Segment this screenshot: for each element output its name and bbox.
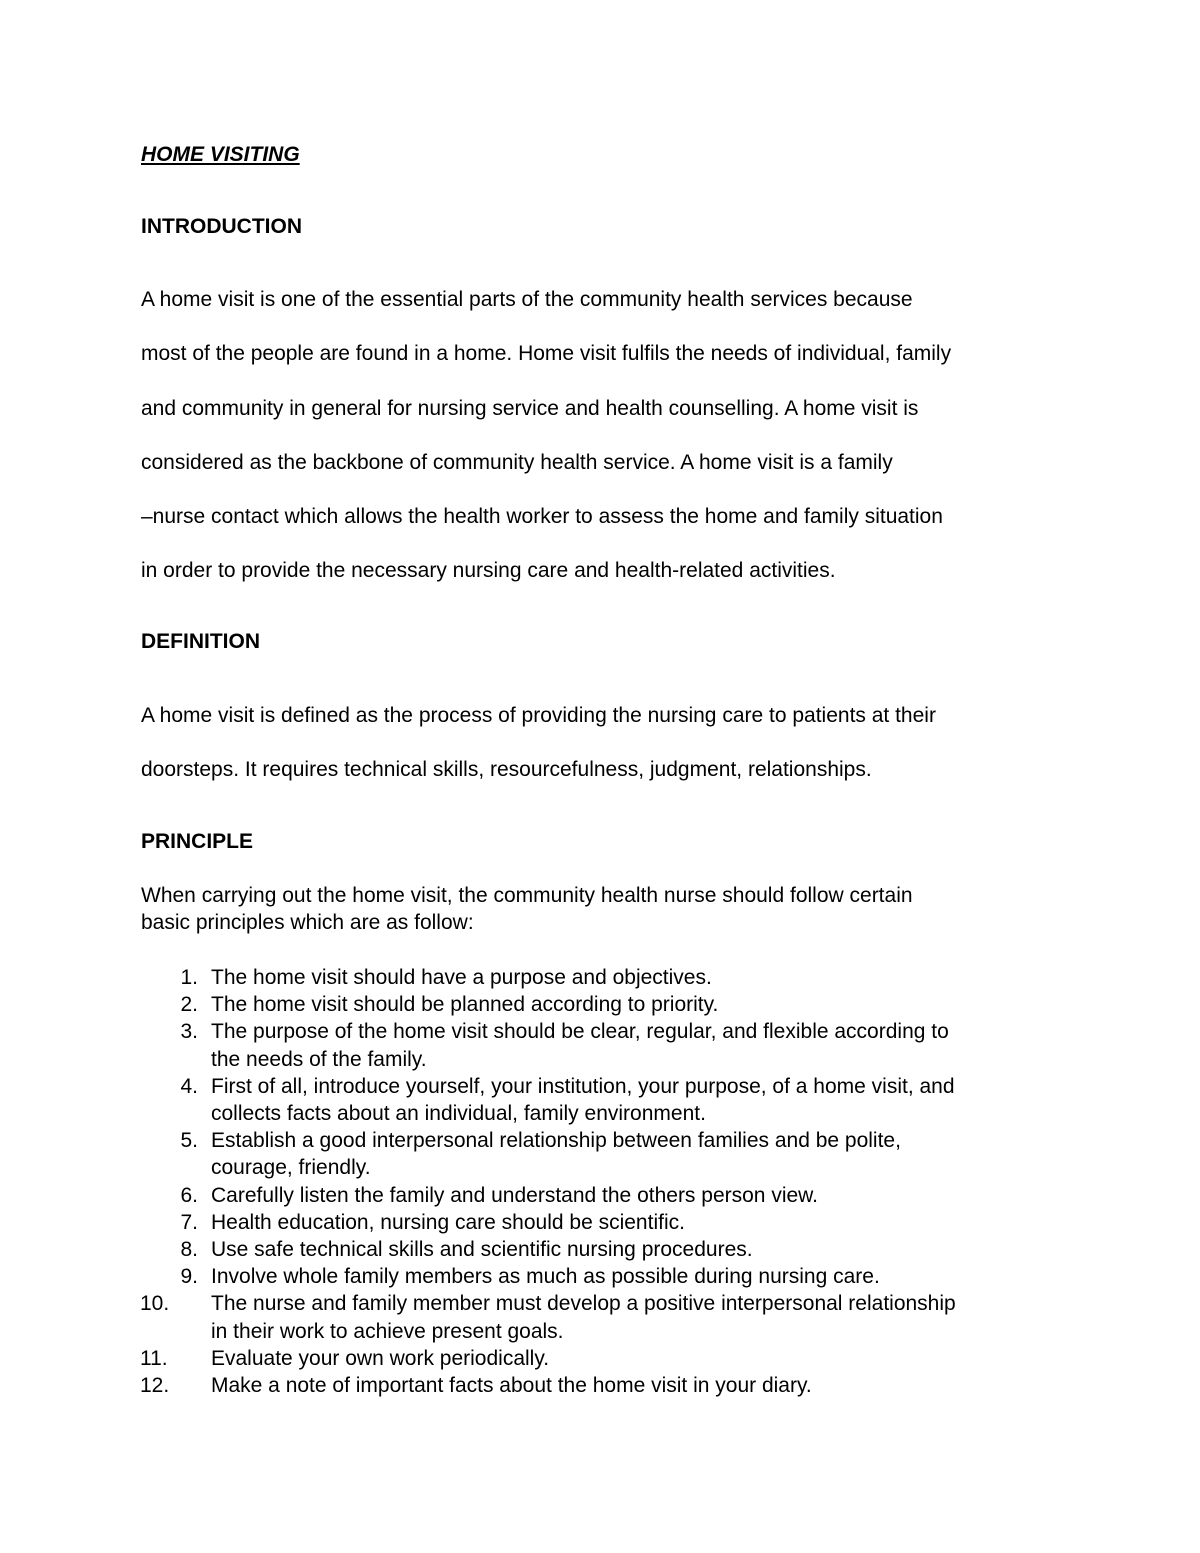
list-item	[141, 1263, 956, 1290]
list-item-number: 4.	[180, 1074, 198, 1098]
list-item-text: Health education, nursing care should be scientific.	[211, 1210, 685, 1234]
list-item-text: Establish a good interpersonal relationship between families and be polite,	[211, 1129, 901, 1153]
list-item-text: Make a note of important facts about the home visit in your diary.	[211, 1374, 812, 1398]
list-item	[141, 1073, 956, 1127]
list-item-number: 2.	[180, 993, 198, 1017]
list-item-text: The home visit should be planned according to priority.	[211, 993, 719, 1017]
list-item	[141, 1345, 956, 1372]
list-item-text: Use safe technical skills and scientific nursing procedures.	[211, 1238, 753, 1262]
paragraph-line: A home visit is defined as the process of providing the nursing care to patients at their	[141, 704, 936, 727]
introduction-heading: INTRODUCTION	[141, 215, 302, 238]
list-item-text: collects facts about an individual, family environment.	[211, 1102, 706, 1126]
list-item-text: courage, friendly.	[211, 1156, 371, 1180]
definition-heading: DEFINITION	[141, 630, 260, 653]
list-item	[141, 1372, 956, 1399]
list-item-number: 12.	[140, 1374, 170, 1398]
principle-heading: PRINCIPLE	[141, 830, 254, 853]
paragraph-line: basic principles which are as follow:	[141, 911, 474, 935]
list-item-text: The purpose of the home visit should be clear, regular, and flexible according to	[211, 1020, 949, 1044]
list-item-text: the needs of the family.	[211, 1047, 427, 1071]
document-title: HOME VISITING	[141, 143, 300, 166]
list-item-number: 9.	[180, 1265, 198, 1289]
paragraph-line: most of the people are found in a home. Home visit fulfils the needs of individual, family	[141, 342, 952, 366]
paragraph-line: in order to provide the necessary nursing care and health-related activities.	[141, 559, 836, 583]
list-item-number: 3.	[180, 1020, 198, 1044]
list-item-text: in their work to achieve present goals.	[211, 1319, 564, 1343]
list-item	[141, 1018, 956, 1072]
principles-list	[141, 964, 956, 1399]
list-item	[141, 1236, 956, 1263]
list-item-number: 10.	[140, 1292, 170, 1316]
paragraph-line: and community in general for nursing service and health counselling. A home visit is	[141, 396, 919, 420]
list-item-text: The home visit should have a purpose and objectives.	[211, 966, 712, 989]
list-item-number: 6.	[180, 1183, 198, 1207]
list-item	[141, 964, 956, 991]
list-item-text: The nurse and family member must develop a positive interpersonal relationship	[211, 1292, 956, 1316]
list-item-text: Evaluate your own work periodically.	[211, 1346, 550, 1370]
list-item-number: 7.	[180, 1210, 198, 1234]
list-item-number: 5.	[180, 1129, 198, 1153]
list-item-text: First of all, introduce yourself, your institution, your purpose, of a home visit, and	[211, 1074, 955, 1098]
paragraph-line: doorsteps. It requires technical skills, resourcefulness, judgment, relationships.	[141, 758, 872, 782]
list-item-number: 11.	[140, 1346, 168, 1370]
list-item	[141, 991, 956, 1018]
list-item	[141, 1290, 956, 1344]
paragraph-line: When carrying out the home visit, the community health nurse should follow certain	[141, 884, 913, 907]
principle-intro-paragraph	[141, 882, 913, 936]
paragraph-line: A home visit is one of the essential parts of the community health services because	[141, 288, 913, 311]
paragraph-line: considered as the backbone of community health service. A home visit is a family	[141, 450, 893, 474]
paragraph-line: –nurse contact which allows the health worker to assess the home and family situation	[141, 505, 943, 529]
list-item-number: 1.	[180, 966, 198, 989]
list-item	[141, 1182, 956, 1209]
list-item-number: 8.	[180, 1238, 198, 1262]
list-item-text: Carefully listen the family and understand the others person view.	[211, 1183, 819, 1207]
list-item	[141, 1209, 956, 1236]
list-item	[141, 1127, 956, 1181]
introduction-paragraph	[141, 273, 951, 599]
definition-paragraph	[141, 689, 936, 798]
list-item-text: Involve whole family members as much as possible during nursing care.	[211, 1265, 880, 1289]
